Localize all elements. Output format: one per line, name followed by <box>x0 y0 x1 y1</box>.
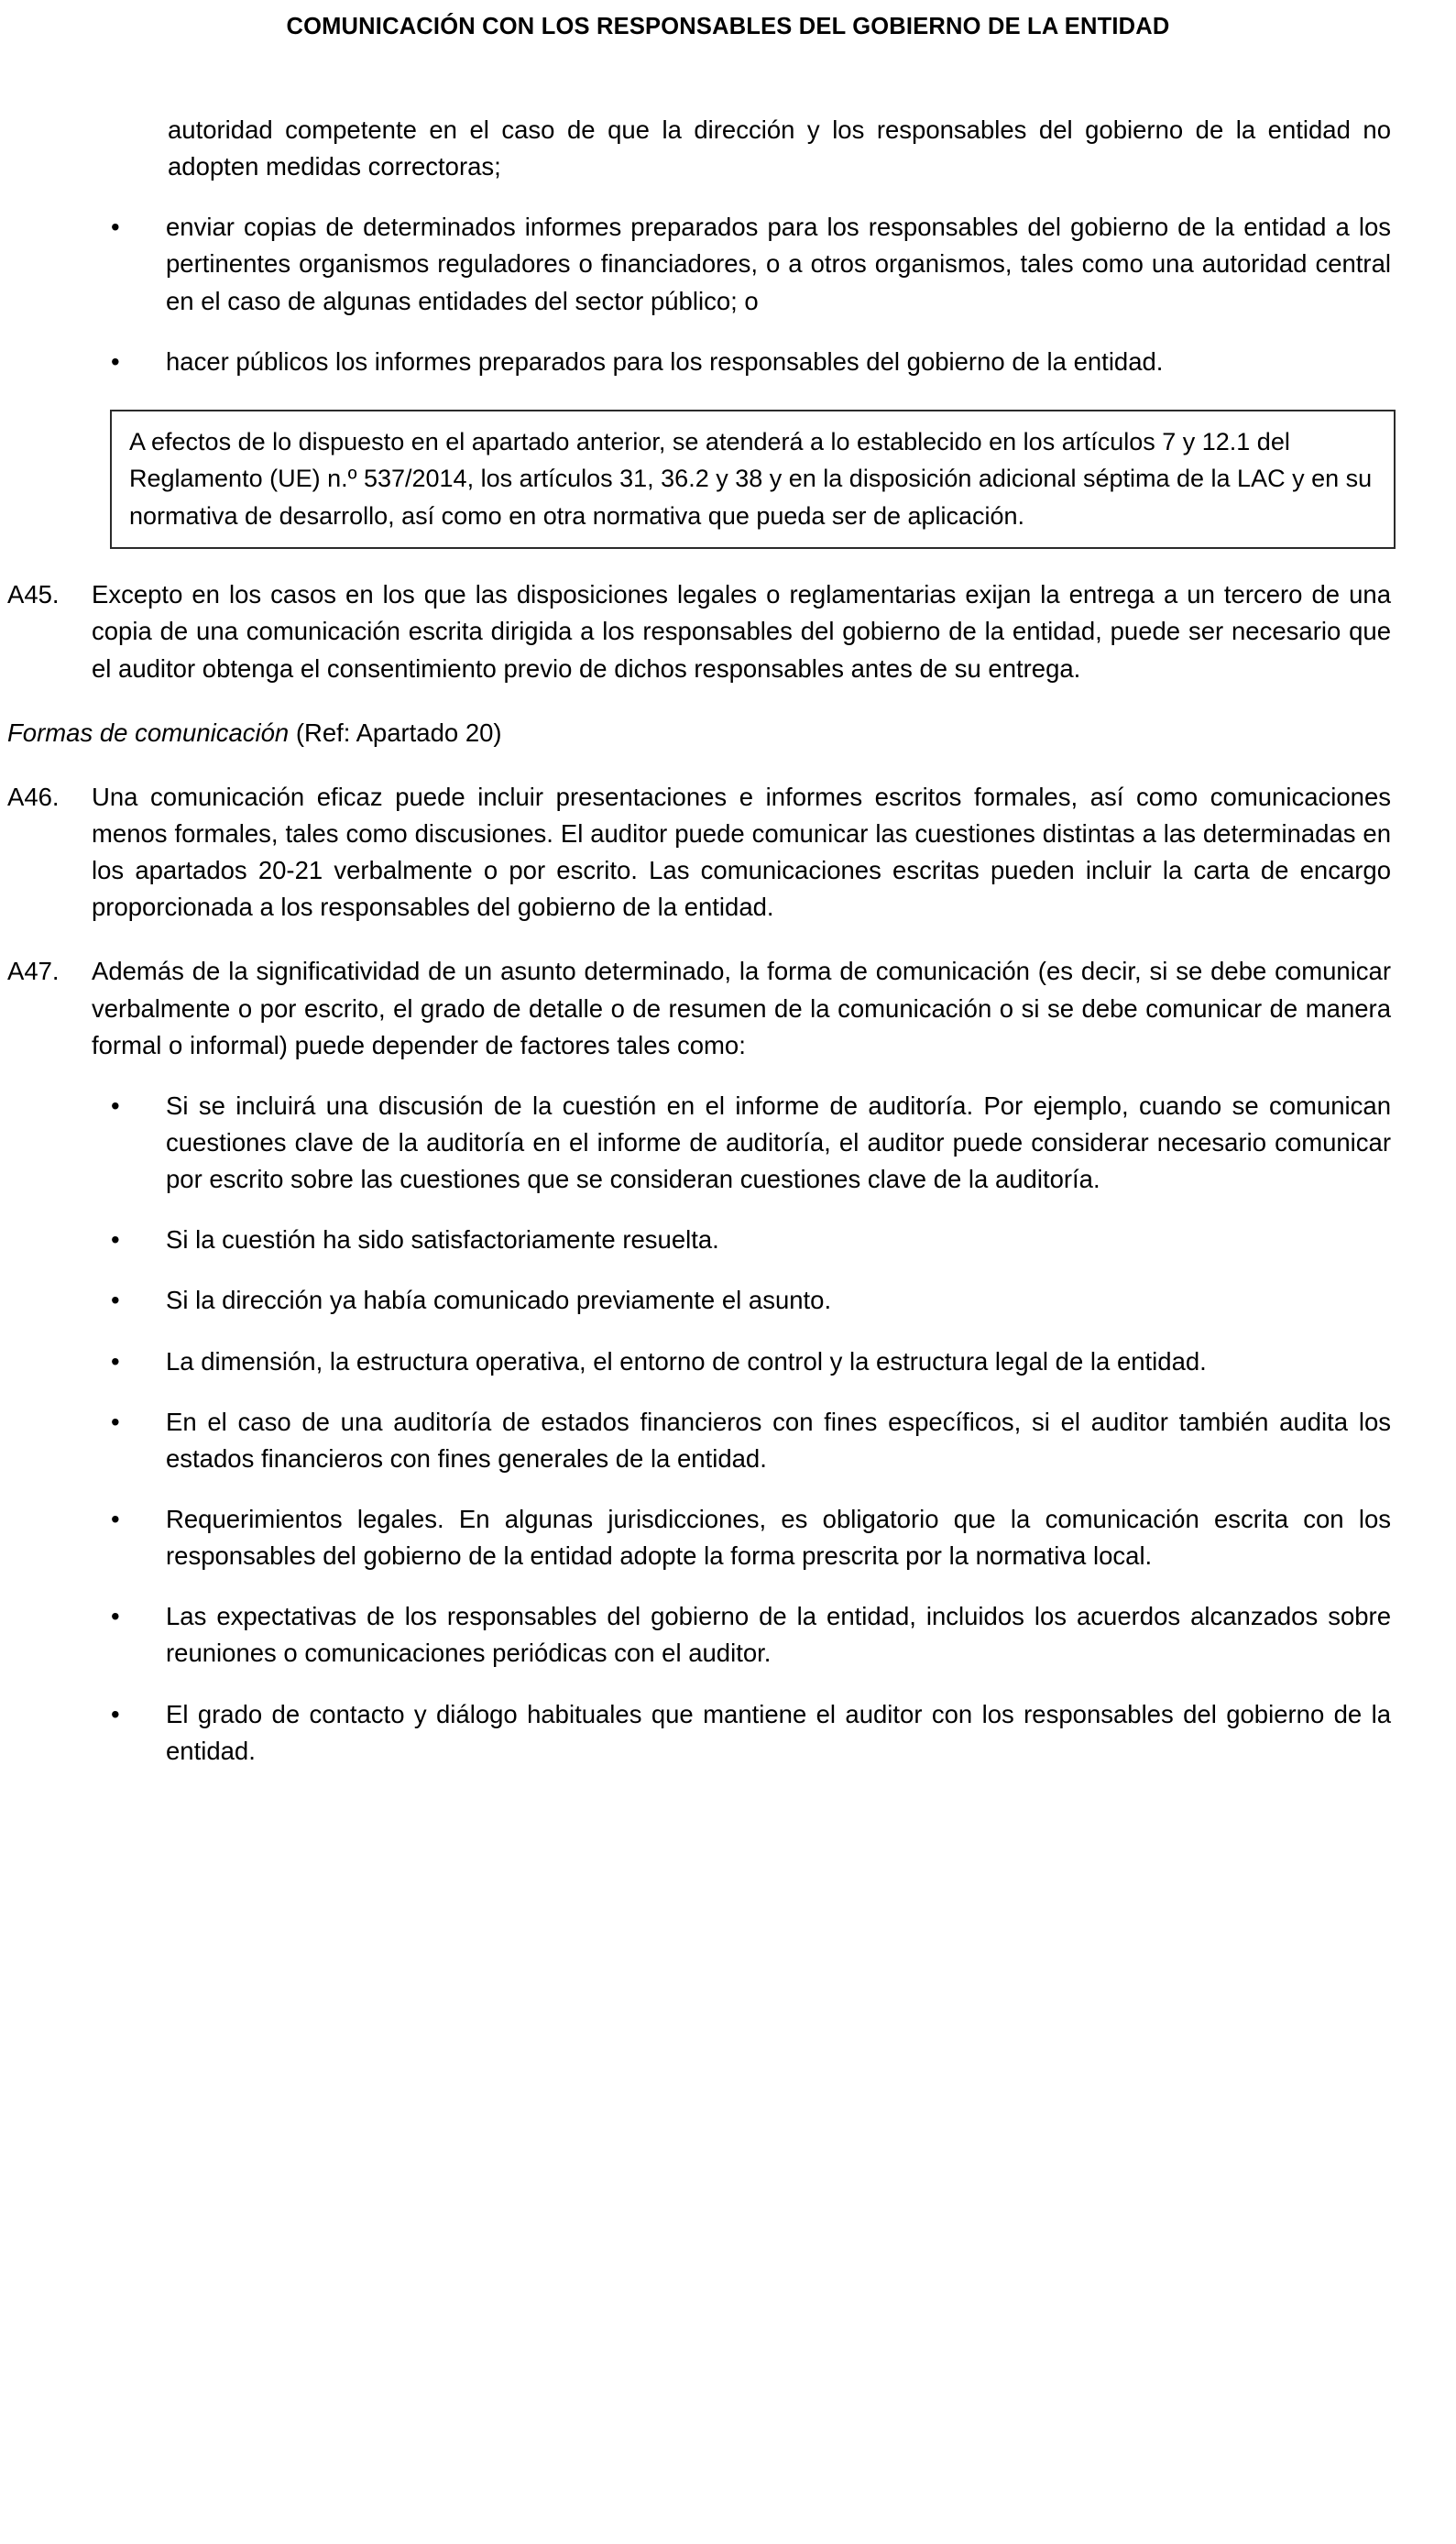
list-item-text: En el caso de una auditoría de estados financieros con fines específicos, si el auditor también audita los estados financieros con fines generales de la entidad. <box>166 1407 1391 1473</box>
bullet-icon: • <box>111 213 120 242</box>
paragraph-number: A45. <box>7 580 60 609</box>
running-header: COMUNICACIÓN CON LOS RESPONSABLES DEL GOBIERNO DE LA ENTIDAD <box>286 14 1170 39</box>
bullet-icon: • <box>111 1407 120 1436</box>
section-heading-title: Formas de comunicación <box>7 718 290 747</box>
list-item <box>7 1343 1423 1380</box>
regulation-note-box <box>110 410 1396 550</box>
list-item <box>7 1088 1423 1198</box>
paragraph-a47 <box>7 953 1423 1063</box>
list-item-text: enviar copias de determinados informes preparados para los responsables del gobierno de la entidad a los pertinentes organismos reguladores o financiadores, o a otros organismos, tales como una autoridad central en el caso de algunas entidades del sector público; o <box>166 213 1391 315</box>
a47-factor-list <box>7 1088 1423 1770</box>
bullet-icon: • <box>111 1699 120 1728</box>
list-item-text: Las expectativas de los responsables del gobierno de la entidad, incluidos los acuerdos alcanzados sobre reuniones o comunicaciones periódicas con el auditor. <box>166 1602 1391 1668</box>
list-item-text: Si se incluirá una discusión de la cuestión en el informe de auditoría. Por ejemplo, cuando se comunican cuestiones clave de la auditoría en el informe de auditoría, el auditor puede considerar necesario comunicar por escrito sobre las cuestiones que se consideran cuestiones clave de la auditoría. <box>166 1091 1391 1194</box>
list-item <box>7 1282 1423 1319</box>
section-heading-reference: (Ref: Apartado 20) <box>289 718 502 747</box>
bullet-icon: • <box>111 346 120 376</box>
paragraph-number: A47. <box>7 957 60 986</box>
bullet-icon: • <box>111 1225 120 1255</box>
list-item <box>7 344 1423 380</box>
section-heading <box>7 715 1423 751</box>
list-item-text: La dimensión, la estructura operativa, el entorno de control y la estructura legal de la entidad. <box>166 1346 1207 1376</box>
list-item-text: Si la dirección ya había comunicado previamente el asunto. <box>166 1286 832 1315</box>
list-item-text: hacer públicos los informes preparados para los responsables del gobierno de la entidad. <box>166 346 1164 376</box>
list-item-text: Requerimientos legales. En algunas jurisdicciones, es obligatorio que la comunicación escrita con los responsables del gobierno de la entidad adopte la forma prescrita por la normativa local. <box>166 1505 1391 1571</box>
bullet-icon: • <box>111 1286 120 1315</box>
bullet-icon: • <box>111 1346 120 1376</box>
bullet-icon: • <box>111 1505 120 1534</box>
list-item-text: Si la cuestión ha sido satisfactoriamente resuelta. <box>166 1225 719 1255</box>
list-item <box>7 1404 1423 1477</box>
list-item-text: El grado de contacto y diálogo habituales que mantiene el auditor con los responsables del gobierno de la entidad. <box>166 1699 1391 1765</box>
bullet-icon: • <box>111 1091 120 1120</box>
list-item <box>7 1222 1423 1258</box>
paragraph-a46 <box>7 779 1423 927</box>
list-item <box>7 1501 1423 1574</box>
regulation-note-text: A efectos de lo dispuesto en el apartado anterior, se atenderá a lo establecido en los artículos 7 y 12.1 del Reglamento (UE) n.º 537/2014, los artículos 31, 36.2 y 38 y en la disposición adicional séptima de la LAC y en su normativa de desarrollo, así como en otra normativa que pueda ser de aplicación. <box>129 427 1373 530</box>
paragraph-text: Excepto en los casos en los que las disposiciones legales o reglamentarias exijan la entrega a un tercero de una copia de una comunicación escrita dirigida a los responsables del gobierno de la entidad, puede ser necesario que el auditor obtenga el consentimiento previo de dichos responsables antes de su entrega. <box>92 580 1391 683</box>
bullet-icon: • <box>111 1602 120 1631</box>
page-content <box>7 112 1423 1770</box>
paragraph-a45 <box>7 576 1423 686</box>
paragraph-text: Además de la significatividad de un asunto determinado, la forma de comunicación (es decir, si se debe comunicar verbalmente o por escrito, el grado de detalle o de resumen de la comunicación o si se debe comunicar de manera formal o informal) puede depender de factores tales como: <box>92 957 1391 1059</box>
list-item <box>7 1598 1423 1672</box>
list-item <box>7 1696 1423 1770</box>
list-item <box>7 209 1423 319</box>
paragraph-number: A46. <box>7 782 60 811</box>
continued-paragraph: autoridad competente en el caso de que la dirección y los responsables del gobierno de la entidad no adopten medidas correctoras; <box>168 115 1391 181</box>
paragraph-text: Una comunicación eficaz puede incluir presentaciones e informes escritos formales, así como comunicaciones menos formales, tales como discusiones. El auditor puede comunicar las cuestiones distintas a las determinadas en los apartados 20-21 verbalmente o por escrito. Las comunicaciones escritas pueden incluir la carta de encargo proporcionada a los responsables del gobierno de la entidad. <box>92 782 1391 922</box>
